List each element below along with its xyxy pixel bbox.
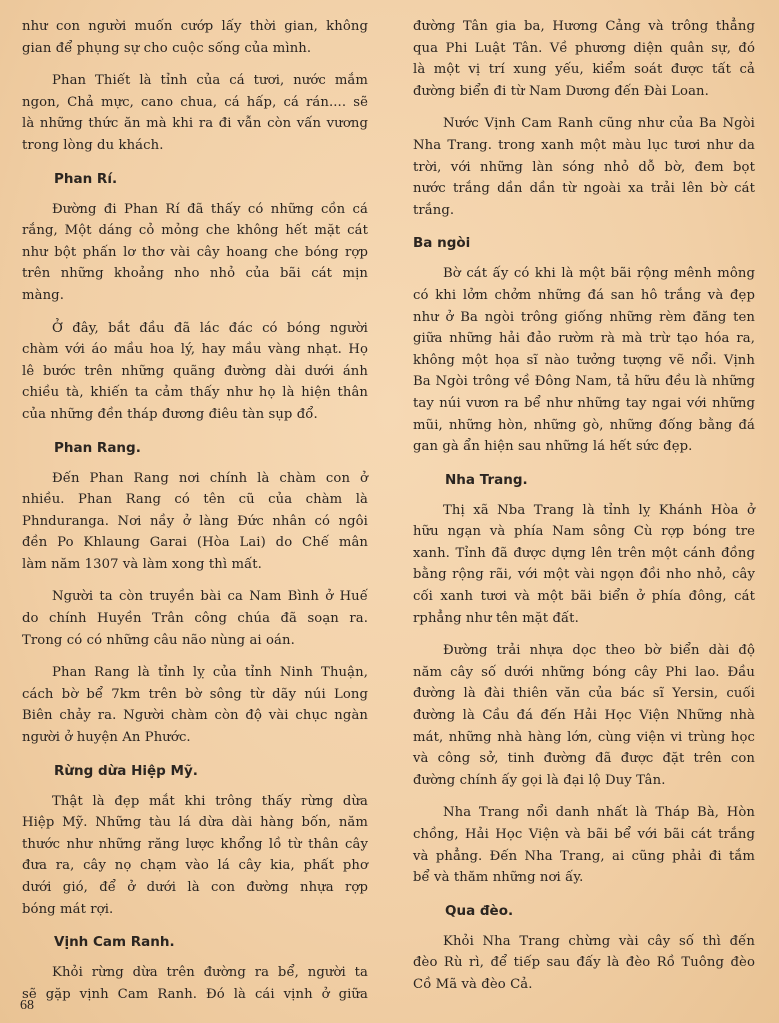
text-line: như con người muốn cướp lấy thời gian, không xyxy=(22,19,368,34)
paragraph xyxy=(22,662,368,748)
text-line: Nước Vịnh Cam Ranh cũng như của Ba Ngòi xyxy=(443,116,755,132)
paragraph xyxy=(413,16,755,102)
text-line: trắng. xyxy=(413,202,455,218)
text-line: giữa những hải đảo rườm rà mà trừ tạo hóa ra, xyxy=(413,331,755,347)
section-heading: Phan Rí. xyxy=(54,170,118,187)
paragraph xyxy=(413,802,755,888)
text-line: gian để phụng sự cho cuộc sống của mình. xyxy=(22,40,312,56)
paragraph xyxy=(22,70,368,156)
paragraph xyxy=(22,468,368,576)
text-line: chồng, Hải Học Viện và bãi bể với bãi cát trắng xyxy=(413,827,755,842)
text-line: Phan Rang là tỉnh lỵ của tỉnh Ninh Thuận, xyxy=(52,665,368,681)
text-line: đường Tân gia ba, Hương Cảng và trông thẳng xyxy=(413,19,755,34)
text-line: Đến Phan Rang nơi chính là chàm con ở xyxy=(52,470,368,486)
text-line: sẽ gặp vịnh Cam Ranh. Đó là cái vịnh ở giữa xyxy=(22,986,368,1002)
text-line: Phnduranga. Nơi nầy ở làng Đức nhân có ngôi xyxy=(22,513,368,529)
text-line: mũi, những hòn, những gò, những đống bằng đá xyxy=(413,417,755,433)
text-line: của những đền tháp đương điêu tàn sụp đổ. xyxy=(22,406,318,422)
text-line: đường là đài thiên văn của bác sĩ Yersin, cuối xyxy=(413,686,755,702)
paragraph xyxy=(413,931,755,996)
text-line: như ở Ba ngòi trông giống những rèm đăng ten xyxy=(413,309,755,325)
paragraph xyxy=(22,16,368,59)
text-line: Người ta còn truyền bài ca Nam Bình ở Huế xyxy=(52,589,368,605)
text-line: Bờ cát ấy có khi là một bãi rộng mênh mông xyxy=(443,266,755,282)
text-line: Thật là đẹp mắt khi trông thấy rừng dừa xyxy=(52,793,368,809)
text-line: rắng, Một dáng cỏ mỏng che không hết mặt cát xyxy=(22,223,368,239)
text-line: Biên chảy ra. Người chàm còn độ vài chục ngàn xyxy=(22,708,368,724)
right-column xyxy=(413,16,755,1007)
text-line: hữu ngạn và phía Nam sông Cù rợp bóng tre xyxy=(413,524,755,540)
section-heading: Vịnh Cam Ranh. xyxy=(54,934,175,951)
section-heading: Rừng dừa Hiệp Mỹ. xyxy=(54,762,198,779)
section-heading: Nha Trang. xyxy=(445,471,528,488)
paragraph xyxy=(22,318,368,426)
text-line: bằng rộng rãi, với một vài ngọn đồi nho nhỏ, cây xyxy=(413,567,755,583)
text-line: và phẳng. Đến Nha Trang, ai cũng phải đi tắm xyxy=(413,848,755,864)
text-line: ngon, Chả mực, cano chua, cá hấp, cá rán.... sẽ xyxy=(22,94,368,110)
text-line: có khi lởm chởm những đá san hô trắng và đẹp xyxy=(413,287,755,303)
text-line: Ba Ngòi trông về Đông Nam, tả hữu đều là những xyxy=(413,374,755,390)
text-line: đưa ra, cây nọ chạm vào lá cây kia, phất phơ xyxy=(22,858,368,874)
text-line: trời, với những làn sóng nhỏ dỗ bờ, đem bọt xyxy=(413,159,755,175)
text-line: chàm với áo mầu hoa lý, hay mầu vàng nhạt. Họ xyxy=(22,342,368,358)
paragraph xyxy=(22,962,368,1005)
text-line: rphẳng như tên mặt đất. xyxy=(413,610,579,626)
text-line: Nha Trang. trong xanh một màu lục tươi như da xyxy=(413,137,755,153)
section-heading: Phan Rang. xyxy=(54,439,141,456)
text-line: Cồ Mã và đèo Cả. xyxy=(413,976,533,992)
text-line: qua Phi Luật Tân. Về phương diện quân sự, đó xyxy=(413,40,755,56)
paragraph xyxy=(413,263,755,457)
text-line: Nha Trang nổi danh nhất là Tháp Bà, Hòn xyxy=(443,805,755,821)
text-line: trên những khoảng nho nhỏ của bãi cát mịn xyxy=(22,266,368,282)
paragraph xyxy=(413,640,755,791)
text-line: người ở huyện An Phước. xyxy=(22,730,191,746)
text-line: màng. xyxy=(22,287,64,303)
text-line: bóng mát rợi. xyxy=(22,901,114,917)
text-line: như bột phấn lơ thơ vài cây hoang che bóng rợp xyxy=(22,244,368,260)
text-line: đường chính ấy gọi là đại lộ Duy Tân. xyxy=(413,772,666,788)
text-line: tay núi vươn ra bể như những tay ngai với những xyxy=(413,395,755,411)
text-line: chiều tà, khiến ta cảm thấy như họ là hiện thân xyxy=(22,385,368,401)
text-line: do chính Huyền Trân công chúa đã soạn ra. xyxy=(22,611,368,627)
text-line: cối xanh tươi và một bãi biển ở phía đông, cát xyxy=(413,589,755,605)
left-column xyxy=(22,16,368,1016)
text-line: nhiều. Phan Rang có tên cũ của chàm là xyxy=(22,492,368,508)
paragraph xyxy=(22,791,368,921)
text-line: xanh. Tỉnh đã được dựng lên trên một cánh đồng xyxy=(413,545,755,561)
paragraph xyxy=(413,113,755,221)
text-line: là những thức ăn mà khi ra đi vẫn còn vấn vương xyxy=(22,116,368,132)
text-line: nước trắng dần dần từ ngoài xa trải lên bờ cát xyxy=(413,181,755,197)
page-number: 68 xyxy=(20,998,34,1013)
text-line: mát, những nhà hàng lớn, cùng viện vi trùng học xyxy=(413,729,755,745)
text-line: Khỏi Nha Trang chừng vài cây số thì đến xyxy=(443,933,755,949)
text-line: thước như những răng lược khổng lồ từ thân cây xyxy=(22,836,368,852)
text-line: Đường đi Phan Rí đã thấy có những cồn cá xyxy=(52,201,368,217)
text-line: Phan Thiết là tỉnh của cá tươi, nước mắm xyxy=(52,73,368,89)
text-line: và công sở, tinh đường đã được đặt trên con xyxy=(413,751,755,767)
text-line: là một vị trí xung yếu, kiểm soát được tất cả xyxy=(413,62,755,78)
paragraph xyxy=(22,199,368,307)
text-line: đèo Rù rì, để tiếp sau đấy là đèo Rồ Tuông đèo xyxy=(413,955,755,971)
text-line: Hiệp Mỹ. Những tàu lá dừa dài hàng bốn, năm xyxy=(22,815,368,831)
text-line: không một họa sĩ nào tưởng tượng vẽ nổi. Vịnh xyxy=(413,352,755,368)
text-line: làm năm 1307 và làm xong thì mất. xyxy=(22,556,262,572)
text-line: đường là Cầu đá đến Hải Học Viện Những nhà xyxy=(413,708,755,724)
text-line: trong lòng du khách. xyxy=(22,137,164,153)
text-line: Đường trải nhựa dọc theo bờ biển dài độ xyxy=(443,643,755,659)
text-line: dưới gió, để ở dưới là con đường nhựa rợp xyxy=(22,880,368,895)
text-line: đường biển đi từ Nam Dương đến Đài Loan. xyxy=(413,83,709,99)
paragraph xyxy=(22,586,368,651)
text-line: năm cây số dưới những bóng cây Phi lao. Đầu xyxy=(413,664,755,680)
text-line: đền Po Khlaung Garai (Hòa Lai) do Chế mân xyxy=(22,535,368,551)
paragraph xyxy=(413,500,755,630)
section-heading: Qua đèo. xyxy=(445,902,514,919)
text-line: bể và thăm những nơi ấy. xyxy=(413,870,584,886)
text-line: Ở đây, bắt đầu đã lác đác có bóng người xyxy=(52,320,368,336)
text-line: lê bước trên những quãng đường dài dưới ánh xyxy=(22,363,368,379)
section-heading: Ba ngòi xyxy=(413,235,471,252)
text-line: Thị xã Nba Trang là tỉnh lỵ Khánh Hòa ở xyxy=(443,502,755,518)
text-line: Khỏi rừng dừa trên đường ra bể, người ta xyxy=(52,965,368,981)
text-line: gan gà ẩn hiện sau những lá hết sức đẹp. xyxy=(413,439,693,455)
text-line: cách bờ bể 7km trên bờ sông từ dãy núi Long xyxy=(22,686,368,702)
text-line: Trong có có những câu não nùng ai oán. xyxy=(22,632,295,648)
